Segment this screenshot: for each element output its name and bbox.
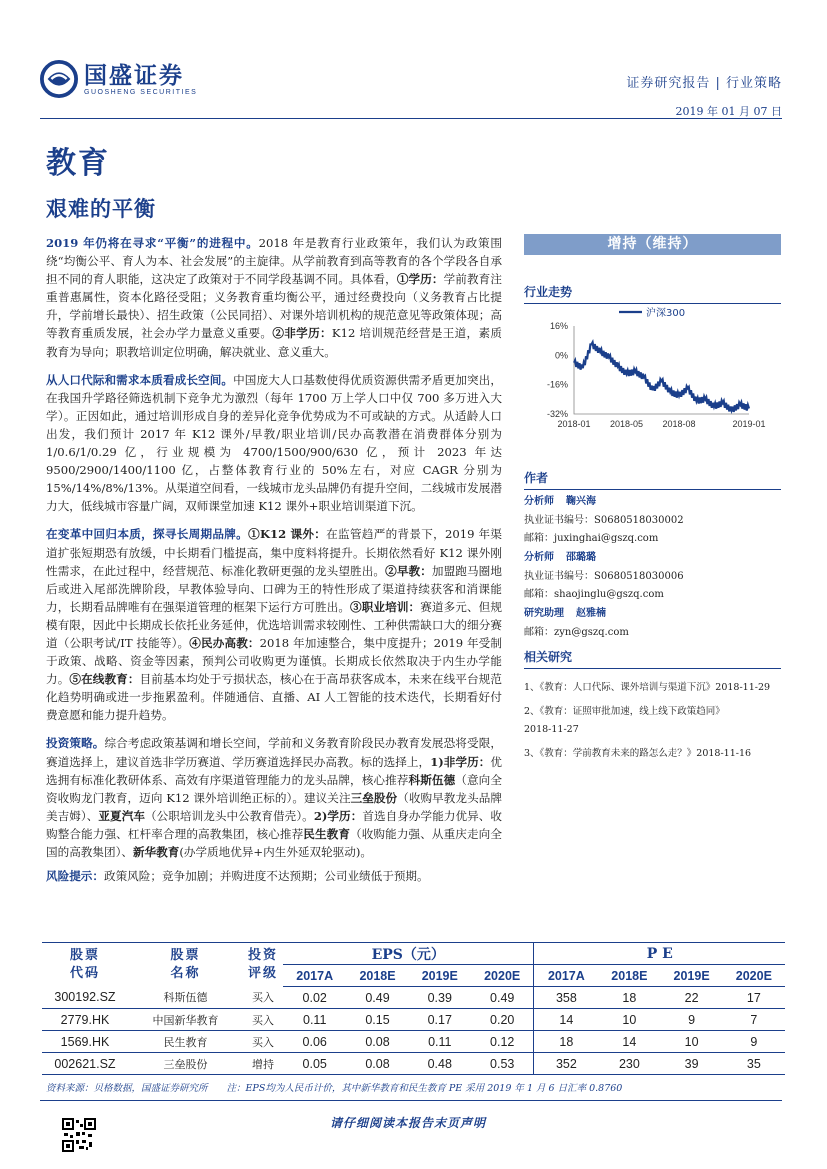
related-item-1[interactable]: 1、《教育：人口代际、课外培训与渠道下沉》2018-11-29: [524, 682, 771, 693]
x-tick-label: 2019-01: [732, 419, 766, 429]
table-cell: 358: [534, 987, 598, 1009]
header-text-line: 评级: [247, 965, 278, 981]
text: (办学质地优异+内生外延双轮驱动)。: [179, 845, 373, 859]
legend-label: 沪深300: [646, 308, 686, 319]
header-divider: [40, 118, 782, 119]
header-text-line: 投资: [247, 947, 278, 963]
table-row: [42, 1009, 785, 1031]
table-cell: 18: [598, 987, 660, 1009]
text: （公职培训龙头中公教育借壳）。: [144, 808, 314, 823]
table-row: [42, 1031, 785, 1053]
bold-text: 2)学历：: [313, 808, 363, 823]
header-name: [128, 943, 243, 987]
header-eps-year: 2019E: [409, 965, 471, 987]
label: 邮箱：: [524, 589, 554, 600]
text: K12 培训规范经营是王道，素质教育为导向；职教培训定位明确，解决就业、意义重大。: [46, 326, 502, 359]
bold-text: ②早教：: [385, 563, 432, 578]
related-item-2[interactable]: 2、《教育：证照审批加速，线上线下政策趋同》: [524, 706, 725, 717]
table-cell: 0.48: [409, 1053, 471, 1075]
series-line-hs300: [574, 342, 749, 412]
author-role: 研究助理: [524, 608, 564, 619]
email-link[interactable]: zyn@gszq.com: [554, 627, 629, 638]
table-cell: 9: [661, 1009, 723, 1031]
text: 目前基本均处于亏损状态，核心在于高昂获客成本，未来在线平台规范化趋势明确或进一步拖累盈利。伴随通信、直播、AI 人工智能的技术迭代，长期看好付费意愿和能力提升趋势。: [46, 672, 502, 723]
stock-name: 民生教育: [303, 826, 351, 841]
stock-forecast-table: [42, 942, 785, 1075]
report-subtitle: 艰难的平衡: [46, 196, 156, 221]
label: 邮箱：: [524, 627, 554, 638]
author-role: 分析师: [524, 496, 554, 507]
x-tick-label: 2018-05: [609, 419, 644, 429]
table-cell: 0.05: [283, 1053, 346, 1075]
paragraph-growth: [46, 371, 502, 516]
table-cell: 0.11: [409, 1031, 471, 1053]
table-cell: 三垒股份: [128, 1053, 243, 1075]
x-tick-label: 2018-08: [662, 419, 696, 429]
table-cell: 230: [598, 1053, 660, 1075]
table-cell: 0.20: [471, 1009, 534, 1031]
table-cell: 35: [723, 1053, 785, 1075]
table-cell: 352: [534, 1053, 598, 1075]
table-cell: 39: [661, 1053, 723, 1075]
authors-heading: 作者: [524, 469, 781, 490]
guosheng-logo-icon: [40, 60, 78, 98]
stock-name: 亚夏汽车: [98, 808, 145, 823]
author-1-cert: [524, 512, 781, 530]
paragraph-strategy: [46, 734, 502, 861]
lead-strategy: 投资策略。: [46, 736, 105, 751]
x-tick-label: 2018-01: [557, 419, 591, 429]
report-date: 2019 年 01 月 07 日: [675, 105, 782, 118]
table-cell: 2779.HK: [42, 1009, 128, 1031]
table-cell: 300192.SZ: [42, 987, 128, 1009]
y-tick-label: -16%: [546, 379, 568, 390]
table-cell: 0.49: [471, 987, 534, 1009]
logo-name-en: GUOSHENG SECURITIES: [84, 88, 198, 96]
report-type: 证券研究报告 | 行业策略: [626, 76, 782, 91]
text: 优选拥有标准化教研体系、高效有序渠道管理能力的龙头品牌，核心推荐: [46, 754, 502, 787]
table-cell: 0.17: [409, 1009, 471, 1031]
author-1: [524, 492, 781, 512]
related-research-heading: 相关研究: [524, 648, 781, 669]
header-eps-year: 2017A: [283, 965, 346, 987]
table-cell: 14: [534, 1009, 598, 1031]
qr-code-icon: [62, 1118, 96, 1152]
bold-text: ②非学历：: [272, 326, 332, 341]
bold-text: ①K12 课外：: [248, 527, 327, 542]
table-row: [42, 987, 785, 1009]
label: 执业证书编号：: [524, 571, 594, 582]
bold-text: ③职业培训：: [350, 599, 421, 614]
text: （收购早教龙头品牌美吉姆）、: [46, 790, 502, 823]
sidebar: [524, 234, 781, 769]
related-item-2-date: 2018-11-27: [524, 724, 579, 735]
table-cell: 买入: [243, 1009, 283, 1031]
header-rating: [243, 943, 283, 987]
table-cell: 18: [534, 1031, 598, 1053]
author-1-email: [524, 530, 781, 548]
text: （意向全资收购龙门教育，迈向 K12 课外培训绝正标的）。建议关注: [46, 772, 502, 805]
bold-text: ⑤在线教育：: [69, 672, 140, 687]
table-cell: 1569.HK: [42, 1031, 128, 1053]
author-2: [524, 548, 781, 568]
cert-number: S0680518030006: [594, 571, 684, 582]
header-code-text: [42, 947, 128, 983]
table-cell: 0.15: [346, 1009, 408, 1031]
footer-divider: [40, 1100, 782, 1101]
table-cell: 中国新华教育: [128, 1009, 243, 1031]
bold-text: ①学历：: [396, 272, 444, 287]
y-tick-label: 0%: [554, 350, 568, 361]
header-pe-year: 2019E: [661, 965, 723, 987]
header-text-line: 股票: [69, 947, 100, 963]
text: 综合考虑政策基调和增长空间，学前和义务教育阶段民办教育发展恐将受限，赛道选择上，建议首选非学历赛道、学历赛道选择民办高教。标的选择上，: [46, 736, 502, 769]
text: 赛道多元、但规模有限，因此中长期成长依托业务延伸，优选培训需求较刚性、工种供需缺口大的细分赛道（公职考试/IT 技能等）。: [46, 599, 502, 650]
header-name-text: [128, 947, 243, 983]
header-pe-year: 2017A: [534, 965, 598, 987]
table-cell: 10: [661, 1031, 723, 1053]
text: 首选自身办学能力优异、收购整合能力强、杠杆率合理的高教集团，核心推荐: [46, 808, 502, 841]
table-cell: 0.53: [471, 1053, 534, 1075]
text: 加盟跑马圈地后或进入尾部洗牌阶段，早教体验导向、口碑为王的特性形成了渠道持续获客和消课能力，长期看品牌唯有在强渠道管理的框架下运行方可胜出。: [46, 563, 502, 614]
table-cell: 0.49: [346, 987, 408, 1009]
y-tick-label: -32%: [546, 409, 568, 419]
table-cell: 0.39: [409, 987, 471, 1009]
table-cell: 7: [723, 1009, 785, 1031]
stock-name: 科斯伍德: [408, 772, 456, 787]
label: 执业证书编号：: [524, 515, 594, 526]
header-text-line: 名称: [170, 965, 201, 981]
author-role: 分析师: [524, 552, 554, 563]
table-cell: 买入: [243, 1031, 283, 1053]
email-link[interactable]: juxinghai@gszq.com: [554, 533, 659, 544]
header-text-line: 股票: [170, 947, 201, 963]
table-cell: 22: [661, 987, 723, 1009]
bold-text: 1)非学历：: [430, 754, 491, 769]
table-cell: 0.08: [346, 1053, 408, 1075]
disclaimer-note: 请仔细阅读本报告末页声明: [330, 1116, 487, 1130]
stock-name: 三垒股份: [350, 790, 398, 805]
table-cell: 科斯伍德: [128, 987, 243, 1009]
table-cell: 0.08: [346, 1031, 408, 1053]
risk-text: 政策风险；竞争加剧；并购进度不达预期；公司业绩低于预期。: [103, 869, 429, 884]
header-pe-year: 2020E: [723, 965, 785, 987]
table-cell: 10: [598, 1009, 660, 1031]
table-cell: 002621.SZ: [42, 1053, 128, 1075]
logo-name-cn: 国盛证券: [84, 62, 184, 89]
header-pe-year: 2018E: [598, 965, 660, 987]
cert-number: S0680518030002: [594, 515, 684, 526]
text: 学前教育注重普惠属性，资本化路径受阻；义务教育重均衡公平，通过经费投向（义务教育占比提升，学前增长最快）、招生政策（公民同招）、对课外培训机构的规范意见等政策体现；高等教育重质发展，社会办学力量意义重要。: [46, 272, 502, 341]
company-logo: [40, 60, 197, 98]
paragraph-policy: [46, 234, 502, 361]
source-note: 资料来源：贝格数据，国盛证券研究所 注：EPS均为人民币计价，其中新华教育和民生教育 PE 采用 2019 年 1 月 6 日汇率 0.8760: [46, 1083, 623, 1094]
table-row: [42, 1053, 785, 1075]
header-code: [42, 943, 128, 987]
header-eps-year: 2018E: [346, 965, 408, 987]
table-cell: 0.02: [283, 987, 346, 1009]
stock-name: 新华教育: [132, 845, 180, 859]
risk-label: 风险提示：: [46, 869, 104, 884]
rating-badge: 增持（维持）: [524, 234, 781, 255]
lead-brand: 在变革中回归本质，探寻长周期品牌。: [46, 527, 249, 542]
table-cell: 0.06: [283, 1031, 346, 1053]
bold-text: ④民办高教：: [189, 635, 260, 650]
table-cell: 买入: [243, 987, 283, 1009]
trend-chart: [524, 304, 781, 439]
lead-growth: 从人口代际和需求本质看成长空间。: [46, 372, 234, 387]
author-2-email: [524, 586, 781, 604]
table-cell: 0.12: [471, 1031, 534, 1053]
table-cell: 0.11: [283, 1009, 346, 1031]
author-3-email: [524, 624, 781, 642]
author-list: [524, 492, 781, 642]
paragraph-brand: [46, 525, 502, 724]
author-3: [524, 604, 781, 624]
table-cell: 9: [723, 1031, 785, 1053]
lead-policy: 2019 年仍将在寻求“平衡”的进程中。: [46, 236, 259, 250]
table-cell: 增持: [243, 1053, 283, 1075]
author-name: 邵璐璐: [566, 552, 596, 563]
text: （收购能力强、从重庆走向全国的高教集团）、: [46, 826, 502, 859]
related-item-3[interactable]: 3、《教育：学前教育未来的路怎么走？》2018-11-16: [524, 748, 752, 759]
main-body: [46, 234, 502, 895]
table-cell: 17: [723, 987, 785, 1009]
header-text-line: 代码: [69, 965, 100, 981]
label: 邮箱：: [524, 533, 554, 544]
text: 2018 年加速整合，集中度提升；2019 年受制于政策、战略、资金等因素，预判公司收购更为谨慎。长期成长依然取决于内生办学能力。: [46, 635, 502, 687]
text: 2018 年是教育行业政策年，我们认为政策围绕“均衡公平、育人为本、社会发展”的主旋律。从学前教育到高等教育的各个学段各自承担不同的育人职能，这决定了政策对于不同学段基调不同。具体看，: [46, 236, 502, 287]
header-eps: EPS（元）: [283, 943, 534, 965]
author-name: 赵雅楠: [576, 608, 606, 619]
paragraph-risk: [46, 867, 502, 885]
trend-heading: 行业走势: [524, 283, 781, 304]
email-link[interactable]: shaojinglu@gszq.com: [554, 589, 664, 600]
table-cell: 14: [598, 1031, 660, 1053]
text: 中国庞大人口基数使得优质资源供需矛盾更加突出，在我国升学路径筛选机制下竞争尤为激烈（每年 1700 万上学人口中仅 700 多万进入大学）。正因如此，通过培训形成自身的差异化竞争优势成为不可或缺的方式。从适龄人口出发，我们预计 2017 年 K12 课外/早教/职业培训/民办高教潜在消费群体分别为 1/0.6/1/0.29 亿，行业规模为 4700/1500/900/630 亿，预计 2023 年达 9500/2900/1400/1100 亿，占整体教育行业的 50%左右，对应 CAGR 分别为 15%/14%/8%/13%。从渠道空间看，一线城市龙头品牌仍有提升空间，二线城市发展潜力大，低线城市容量广阔，双师课堂加速 K12 课外+职业培训渠道下沉。: [46, 372, 502, 514]
related-research-list: [524, 679, 781, 763]
header-rating-text: [243, 947, 283, 983]
industry-title: 教育: [46, 146, 110, 181]
table-cell: 民生教育: [128, 1031, 243, 1053]
author-name: 鞠兴海: [566, 496, 596, 507]
author-2-cert: [524, 568, 781, 586]
y-tick-label: 16%: [549, 321, 568, 331]
header-pe: P E: [534, 943, 785, 965]
header-eps-year: 2020E: [471, 965, 534, 987]
text: 在监管趋严的背景下，2019 年渠道扩张短期恐有放缓，中长期看门槛提高，集中度料将提升。长期依然看好 K12 课外刚性需求，在此过程中，经营规范、标准化教研更强的龙头望胜出。: [46, 527, 502, 578]
